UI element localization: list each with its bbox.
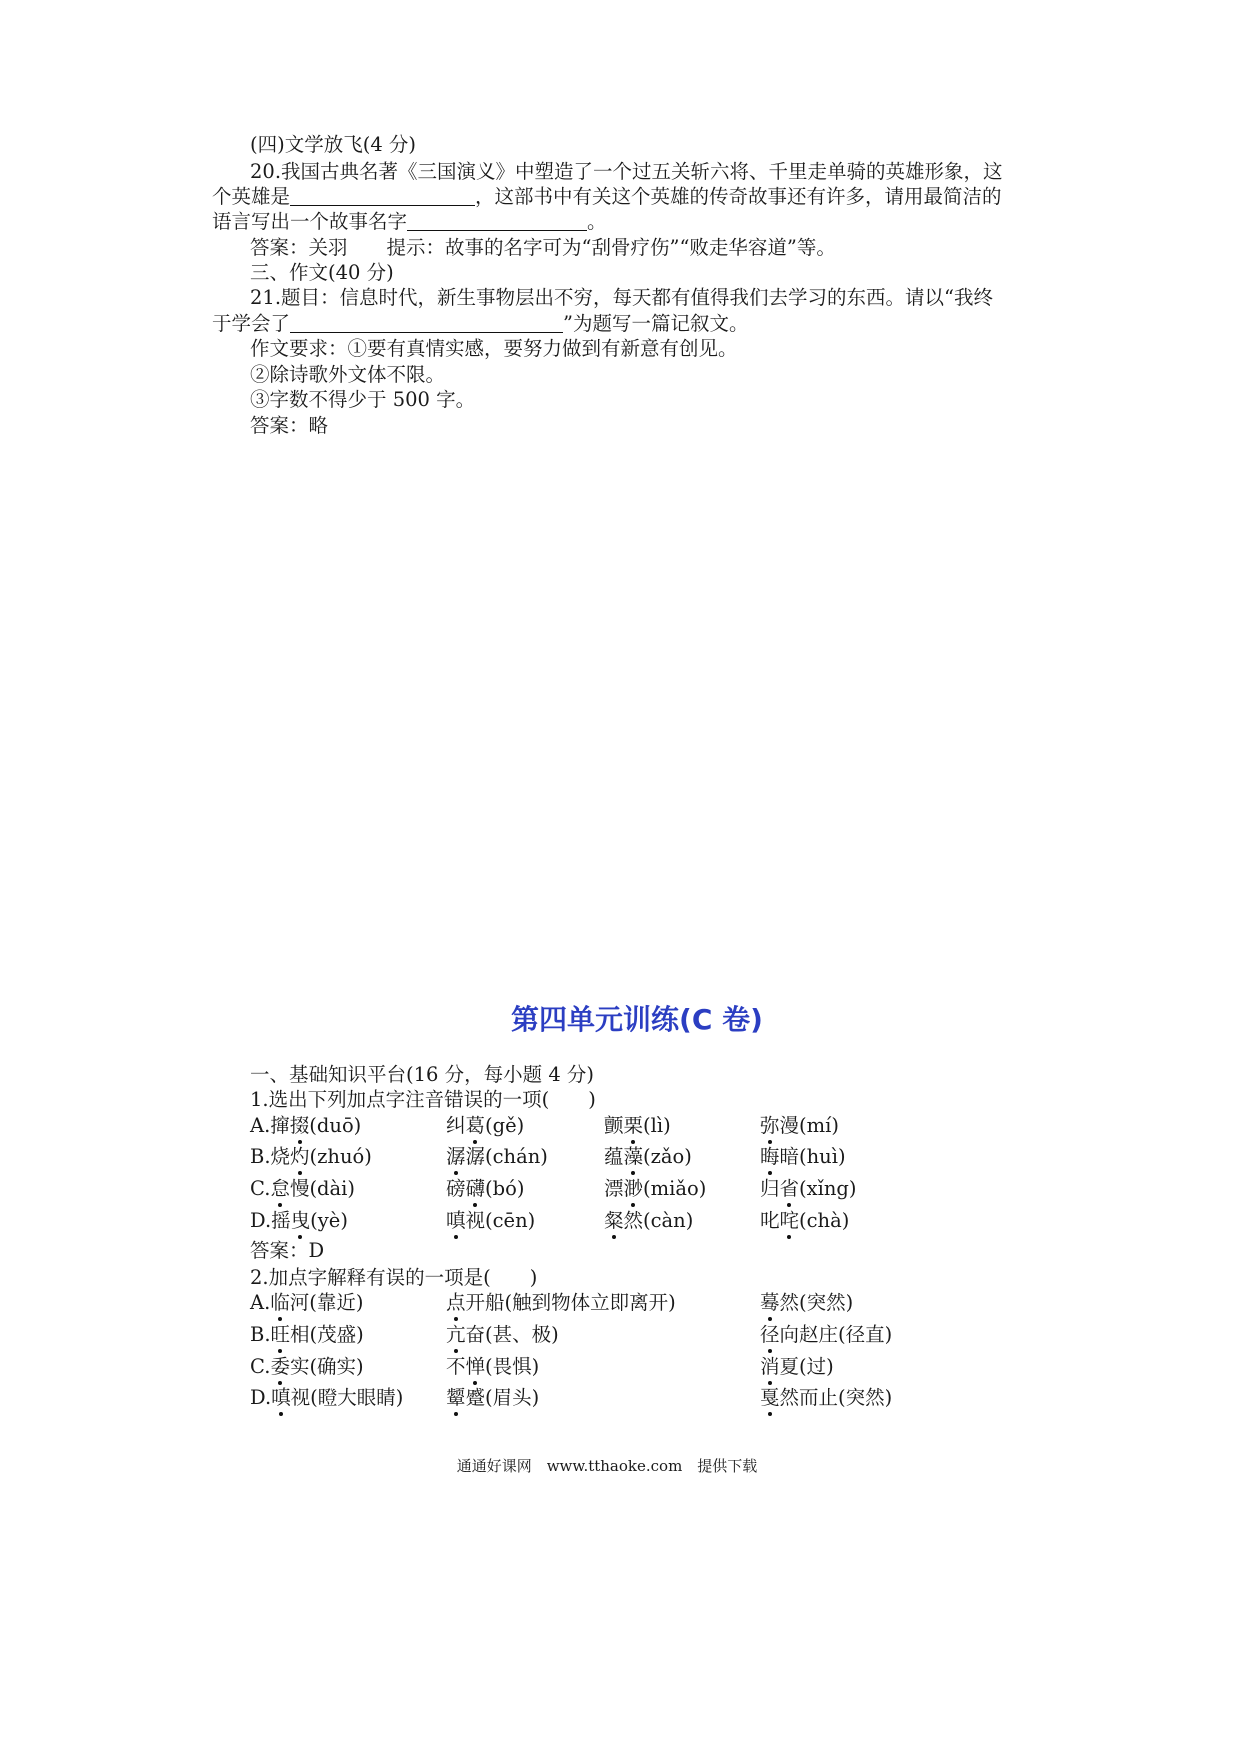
item-text-before: 归	[760, 1177, 780, 1200]
q20-line-2-start: 个英雄是	[212, 185, 291, 208]
dotted-character: 惮	[465, 1355, 486, 1378]
q1-option-row-a-item-1	[250, 1113, 361, 1139]
item-text-after: 相(茂盛)	[290, 1323, 364, 1346]
q20-line-3-end: 。	[587, 210, 607, 233]
dotted-character: 省	[779, 1177, 800, 1200]
dotted-character: 曳	[290, 1209, 311, 1232]
dotted-character: 旺	[270, 1323, 291, 1346]
dotted-character: 蓦	[760, 1291, 780, 1314]
q1-option-row-c	[0, 1176, 1240, 1202]
item-text-after: (bó)	[485, 1177, 525, 1200]
item-text-after: (zhuó)	[309, 1145, 372, 1168]
dotted-character: 礴	[465, 1177, 486, 1200]
item-text-after: 慢(dài)	[289, 1177, 356, 1200]
item-text-after: (gě)	[485, 1114, 525, 1137]
q1-option-row-a-item-3	[604, 1113, 671, 1139]
q2-option-row-b-item-3	[760, 1322, 892, 1348]
item-text-before: 叱	[760, 1209, 780, 1232]
item-text-before: A.	[250, 1291, 271, 1314]
q20-line-2	[212, 184, 1002, 210]
q21-answer: 答案：略	[250, 414, 329, 437]
dotted-character: 栗	[623, 1114, 644, 1137]
q21-line-2-end: ”为题写一篇记叙文。	[563, 312, 749, 335]
dotted-character: 亢	[446, 1323, 466, 1346]
dotted-character: 嗔	[446, 1209, 466, 1232]
dotted-character: 潺	[446, 1145, 466, 1168]
item-text-after: 暗(huì)	[779, 1145, 846, 1168]
q21-requirement-3: ③字数不得少于 500 字。	[250, 388, 476, 411]
dotted-character: 咤	[779, 1209, 800, 1232]
q1-option-row-c-item-1	[250, 1176, 355, 1202]
q2-option-row-d	[0, 1385, 1240, 1411]
item-text-after: (xǐng)	[799, 1177, 857, 1200]
q1-option-row-a	[0, 1113, 1240, 1139]
q1-option-row-b-item-4	[760, 1144, 846, 1170]
dotted-character: 径	[760, 1323, 780, 1346]
item-text-after: 然(càn)	[623, 1209, 694, 1232]
item-text-after: (duō)	[309, 1114, 362, 1137]
q2-option-row-a-item-1	[250, 1290, 364, 1316]
item-text-after: 奋(甚、极)	[465, 1323, 559, 1346]
item-text-before: B.烧	[250, 1145, 291, 1168]
dotted-character: 委	[270, 1355, 290, 1378]
item-text-before: D.	[250, 1386, 272, 1409]
q21-requirement-2: ②除诗歌外文体不限。	[250, 363, 446, 386]
item-text-before: 磅	[446, 1177, 466, 1200]
dotted-character: 粲	[604, 1209, 624, 1232]
dotted-character: 藻	[623, 1145, 644, 1168]
dotted-character: 戛	[760, 1386, 780, 1409]
q1-stem: 1.选出下列加点字注音错误的一项( )	[250, 1088, 596, 1111]
q21-line-1: 21.题目：信息时代，新生事物层出不穷，每天都有值得我们去学习的东西。请以“我终	[250, 286, 993, 309]
answer-blank-hero	[290, 187, 475, 206]
answer-blank-story	[407, 212, 587, 231]
item-text-before: 纠	[446, 1114, 466, 1137]
section-heading-composition: 三、作文(40 分)	[250, 261, 394, 284]
dotted-character: 晦	[760, 1145, 780, 1168]
item-text-after: 视(cēn)	[465, 1209, 536, 1232]
item-text-before: 颤	[604, 1114, 624, 1137]
dotted-character: 临	[270, 1291, 290, 1314]
dotted-character: 葛	[465, 1114, 486, 1137]
item-text-after: (miǎo)	[643, 1177, 707, 1200]
q20-answer: 答案：关羽 提示：故事的名字可为“刮骨疗伤”“败走华容道”等。	[250, 236, 836, 259]
q20-line-3	[212, 209, 607, 235]
q2-option-row-c-item-3	[760, 1354, 834, 1380]
q2-option-row-a-item-3	[760, 1290, 853, 1316]
q1-option-row-b-item-1	[250, 1144, 372, 1170]
q1-option-row-a-item-4	[760, 1113, 839, 1139]
dotted-character: 嗔	[271, 1386, 291, 1409]
dotted-character: 消	[760, 1355, 780, 1378]
q2-option-row-c-item-1	[250, 1354, 364, 1380]
q20-line-3-start: 语言写出一个故事名字	[212, 210, 408, 233]
item-text-after: (chà)	[799, 1209, 850, 1232]
dotted-character: 弥	[760, 1114, 780, 1137]
page-footer: 通通好课网 www.tthaoke.com 提供下载	[456, 1457, 758, 1475]
dotted-character: 掇	[289, 1114, 310, 1137]
q1-option-row-d-item-1	[250, 1208, 348, 1234]
item-text-before: 不	[446, 1355, 466, 1378]
q1-option-row-d-item-3	[604, 1208, 693, 1234]
q1-option-row-d-item-2	[446, 1208, 535, 1234]
q2-option-row-d-item-2	[446, 1385, 539, 1411]
item-text-after: 夏(过)	[779, 1355, 834, 1378]
unit-title: 第四单元训练(C 卷)	[511, 1003, 763, 1036]
q21-line-2	[212, 311, 749, 337]
q2-option-row-c	[0, 1354, 1240, 1380]
q1-option-row-b-item-3	[604, 1144, 692, 1170]
q2-option-row-d-item-1	[250, 1385, 403, 1411]
dotted-character: 怠	[270, 1177, 290, 1200]
q1-option-row-c-item-4	[760, 1176, 857, 1202]
item-text-after: 开船(触到物体立即离开)	[465, 1291, 676, 1314]
item-text-after: (zǎo)	[643, 1145, 692, 1168]
q2-option-row-c-item-2	[446, 1354, 539, 1380]
q1-option-row-b-item-2	[446, 1144, 548, 1170]
item-text-after: (lì)	[643, 1114, 671, 1137]
item-text-after: 然而止(突然)	[779, 1386, 893, 1409]
q2-option-row-d-item-3	[760, 1385, 892, 1411]
dotted-character: 灼	[290, 1145, 310, 1168]
q1-option-row-b	[0, 1144, 1240, 1170]
section-heading-literature: (四)文学放飞(4 分)	[250, 133, 417, 156]
q20-line-1: 20.我国古典名著《三国演义》中塑造了一个过五关斩六将、千里走单骑的英雄形象，这	[250, 160, 1003, 183]
dotted-character: 渺	[623, 1177, 644, 1200]
q20-line-2-end: ，这部书中有关这个英雄的传奇故事还有许多，请用最简洁的	[475, 185, 1002, 208]
item-text-after: 潺(chán)	[465, 1145, 548, 1168]
item-text-after: 漫(mí)	[779, 1114, 839, 1137]
item-text-before: C.	[250, 1177, 271, 1200]
answer-blank-title	[290, 314, 563, 333]
item-text-after: 然(突然)	[779, 1291, 854, 1314]
item-text-before: A.撺	[250, 1114, 290, 1137]
item-text-before: D.摇	[250, 1209, 291, 1232]
item-text-before: 蕴	[604, 1145, 624, 1168]
q2-option-row-b-item-2	[446, 1322, 559, 1348]
q1-option-row-c-item-2	[446, 1176, 524, 1202]
q1-option-row-d-item-4	[760, 1208, 849, 1234]
section-heading-basics: 一、基础知识平台(16 分，每小题 4 分)	[250, 1063, 595, 1086]
item-text-after: 视(瞪大眼睛)	[290, 1386, 404, 1409]
item-text-before: 漂	[604, 1177, 624, 1200]
item-text-before: B.	[250, 1323, 271, 1346]
item-text-after: (yè)	[310, 1209, 348, 1232]
item-text-after: 蹙(眉头)	[465, 1386, 540, 1409]
q2-option-row-a	[0, 1290, 1240, 1316]
q21-requirement-1: 作文要求：①要有真情实感，要努力做到有新意有创见。	[250, 337, 738, 360]
q2-option-row-b	[0, 1322, 1240, 1348]
q1-answer: 答案：D	[250, 1239, 325, 1262]
q2-stem: 2.加点字解释有误的一项是( )	[250, 1266, 538, 1289]
item-text-after: (畏惧)	[485, 1355, 540, 1378]
q2-option-row-b-item-1	[250, 1322, 364, 1348]
q1-option-row-d	[0, 1208, 1240, 1234]
item-text-after: 河(靠近)	[289, 1291, 364, 1314]
item-text-after: 实(确实)	[289, 1355, 364, 1378]
item-text-after: 向赵庄(径直)	[779, 1323, 893, 1346]
item-text-before: C.	[250, 1355, 271, 1378]
q1-option-row-a-item-2	[446, 1113, 524, 1139]
q1-option-row-c-item-3	[604, 1176, 706, 1202]
q21-line-2-start: 于学会了	[212, 312, 291, 335]
dotted-character: 点	[446, 1291, 466, 1314]
q2-option-row-a-item-2	[446, 1290, 676, 1316]
dotted-character: 颦	[446, 1386, 466, 1409]
